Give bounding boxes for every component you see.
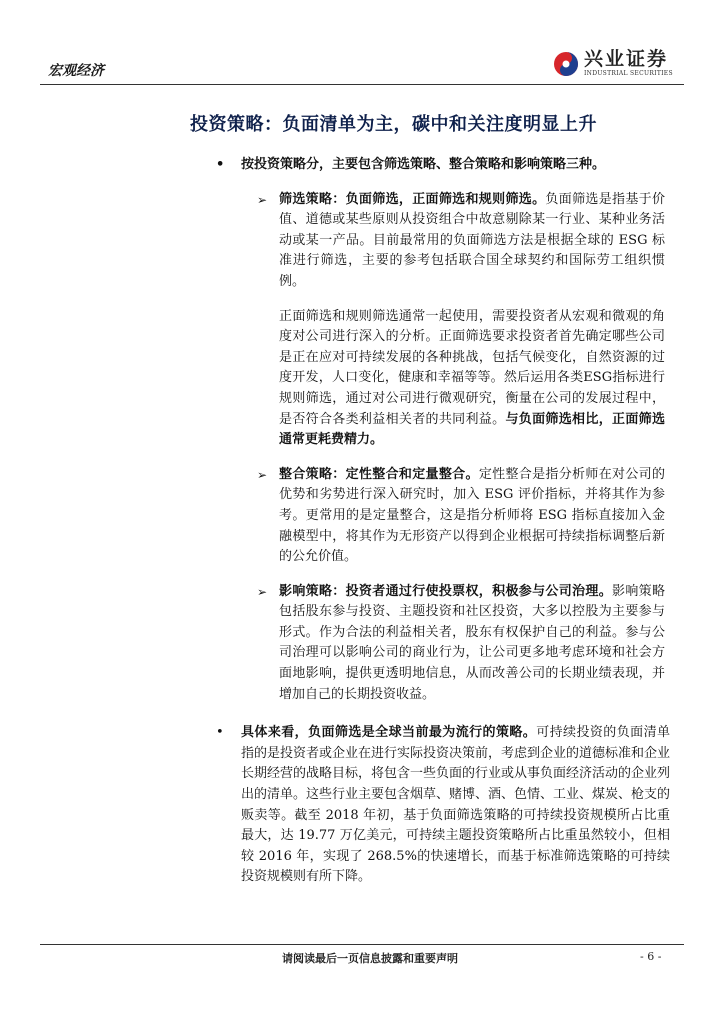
impact-text: 影响策略包括股东参与投资、主题投资和社区投资，大多以控股为主要参与形式。作为合法的利益相关者，股东有权保护自己的利益。参与公司治理可以影响公司的商业行为，让公司更多地考虑环境和社会方面地影响，提供更透明地信息，从而改善公司的长期业绩表现，并增加自己的长期投资收益。	[279, 583, 665, 702]
impact-heading: 影响策略：投资者通过行使投票权，积极参与公司治理。	[279, 583, 613, 599]
logo-text-cn: 兴业证券	[584, 48, 669, 70]
bullet2-text: 可持续投资的负面清单指的是投资者或企业在进行实际投资决策前，考虑到企业的道德标准和企业长期经营的战略目标，将包含一些负面的行业或从事负面经济活动的企业列出的清单。这些行业主要包含烟草、赌博、酒、色情、工业、煤炭、枪支的贩卖等。截至 2018 年初，基于负面筛选策略的可持续投资规模所占比重最大，达 19.77 万亿美元，可持续主题投资策略所占比重虽然较小，但相较 2016 年，实现了 268.5%的快速增长，而基于标准筛选策略的可持续投资规模则有所下降。	[241, 725, 671, 885]
screening-paragraph-2	[279, 307, 665, 451]
arrow-bullet-icon: ➢	[257, 467, 268, 482]
arrow-bullet-icon: ➢	[257, 192, 268, 207]
arrow-bullet-icon: ➢	[257, 584, 268, 599]
screening-p2-bold: 与负面筛选相比，正面筛选通常更耗费精力。	[279, 411, 665, 448]
integration-heading: 整合策略：定性整合和定量整合。	[279, 466, 479, 482]
logo-icon	[553, 51, 579, 77]
screening-text: 负面筛选是指基于价值、道德或某些原则从投资组合中故意剔除某一行业、某种业务活动或某一产品。目前最常用的负面筛选方法是根据全球的 ESG 标准进行筛选，主要的参考包括联合国全球契约和国际劳工组织惯例。	[279, 191, 665, 289]
impact-strategy	[257, 582, 665, 706]
negative-screening-paragraph	[210, 723, 670, 888]
footer-disclaimer: 请阅读最后一页信息披露和重要声明	[282, 952, 458, 965]
section-label: 宏观经济	[48, 63, 104, 79]
screening-p2-text: 正面筛选和规则筛选通常一起使用，需要投资者从宏观和微观的角度对公司进行深入的分析。正面筛选要求投资者首先确定哪些公司是正在应对可持续发展的各种挑战，包括气候变化，自然资源的过度开发，人口变化，健康和幸福等等。然后运用各类ESG指标进行规则筛选，通过对公司进行微观研究，衡量在公司的发展过程中，是否符合各类利益相关者的共同利益。	[279, 308, 665, 427]
screening-heading: 筛选策略：负面筛选，正面筛选和规则筛选。	[279, 191, 546, 207]
page-number: - 6 -	[640, 950, 662, 963]
logo-text-en: INDUSTRIAL SECURITIES	[584, 70, 673, 77]
integration-text: 定性整合是指分析师在对公司的优势和劣势进行深入研究时，加入 ESG 评价指标，并将其作为参考。更常用的是定量整合，这是指分析师将 ESG 指标直接加入金融模型中，将其作为无形资产以得到企业根据可持续指标调整后新的公允价值。	[279, 466, 665, 565]
footer-divider	[40, 944, 684, 945]
page-title: 投资策略：负面清单为主，碳中和关注度明显上升	[190, 114, 597, 135]
bullet2-heading: 具体来看，负面筛选是全球当前最为流行的策略。	[241, 725, 537, 741]
bullet1-item	[210, 155, 670, 176]
bullet-icon: •	[216, 157, 225, 172]
bullet-icon: •	[216, 725, 224, 741]
body-content	[210, 155, 670, 888]
integration-strategy	[257, 465, 665, 568]
company-logo	[553, 50, 673, 77]
header-divider	[40, 84, 684, 85]
bullet1-heading: 按投资策略分，主要包含筛选策略、整合策略和影响策略三种。	[241, 157, 606, 172]
screening-strategy	[257, 190, 665, 293]
